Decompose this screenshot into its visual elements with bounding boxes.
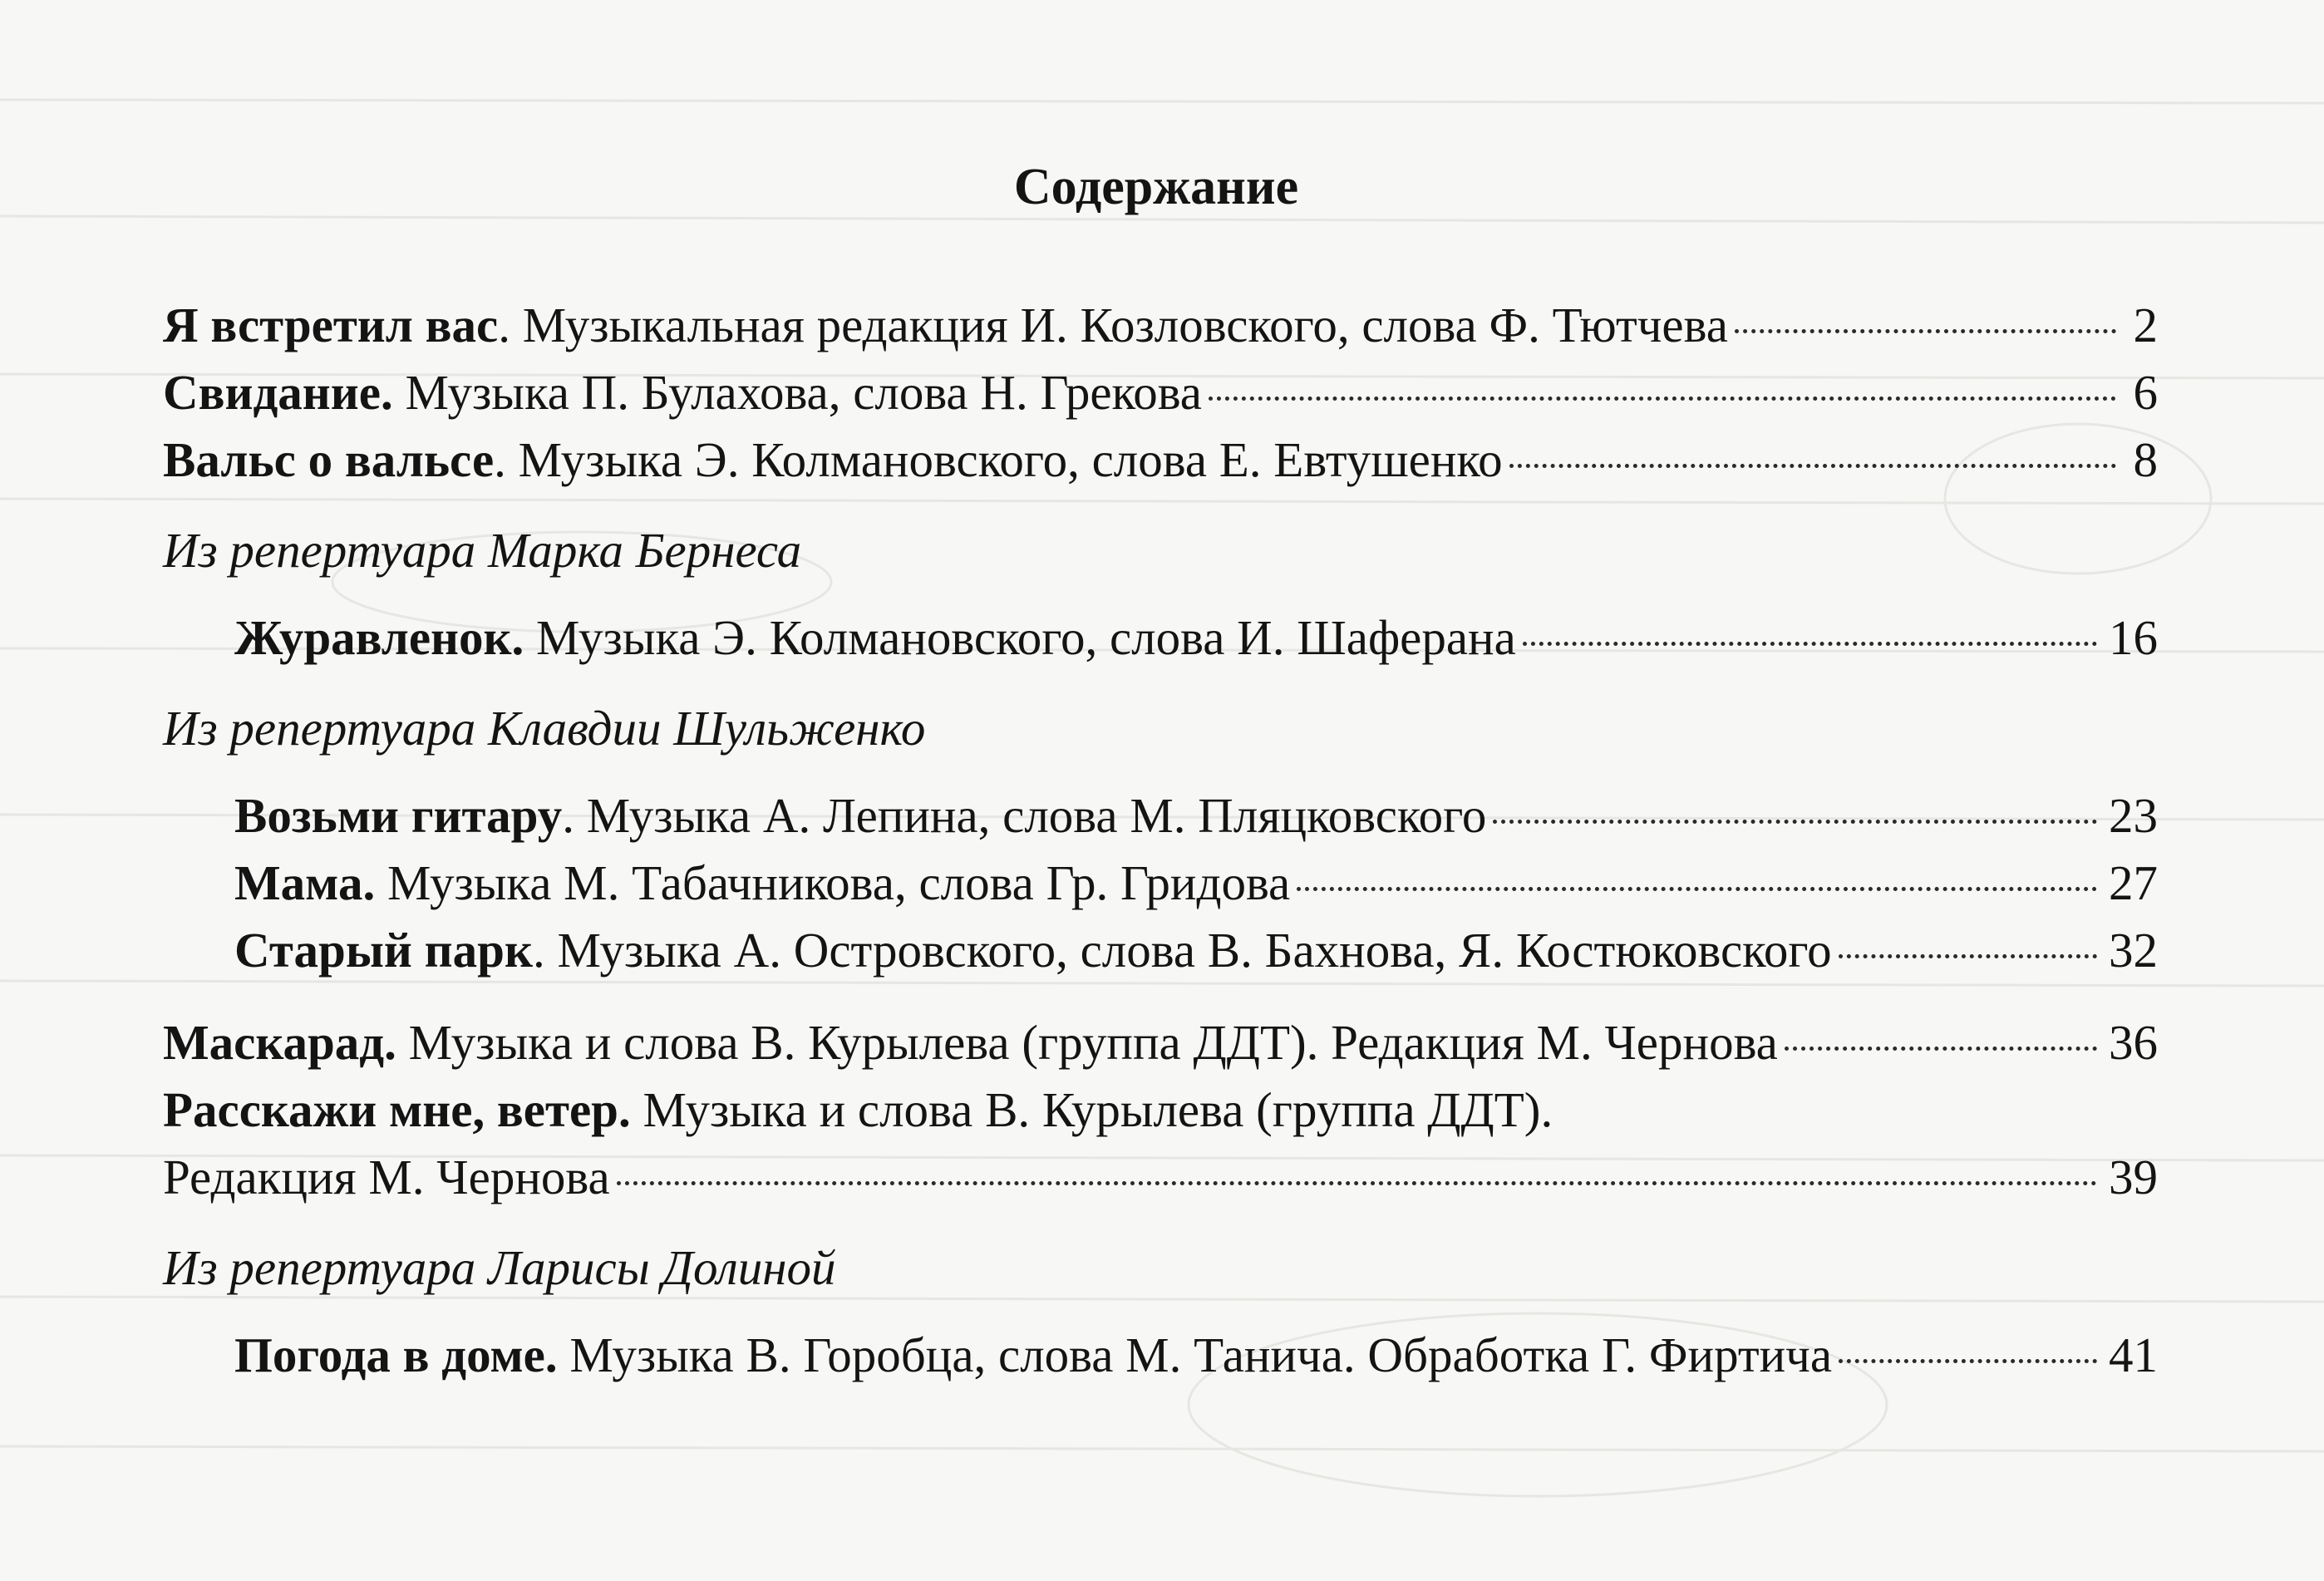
song-title: Возьми гитару: [234, 788, 563, 843]
toc-entry[interactable]: [163, 359, 2158, 426]
toc-entry[interactable]: [163, 917, 2158, 984]
toc-entry-text: [163, 359, 1202, 426]
song-title: Расскажи мне, ветер.: [163, 1082, 631, 1137]
song-credits: . Музыка А. Лепина, слова М. Пляцковского: [562, 788, 1487, 843]
dot-leader: [1509, 464, 2116, 468]
toc-entry[interactable]: [163, 604, 2158, 672]
song-credits: Музыка и слова В. Курылева (группа ДДТ). Редакция М. Чернова: [396, 1015, 1778, 1070]
page-title: Содержание: [1013, 159, 1299, 215]
toc-entry[interactable]: [163, 292, 2158, 359]
song-credits: . Музыка Э. Колмановского, слова Е. Евтушенко: [494, 432, 1503, 487]
song-title: Я встретил вас: [163, 298, 499, 352]
section-heading: Из репертуара Клавдии Шульженко: [163, 701, 926, 756]
toc-entry-text: [234, 604, 1516, 672]
song-credits: Музыка М. Табачникова, слова Гр. Гридова: [375, 855, 1291, 910]
page-number: 32: [2109, 923, 2158, 978]
page-number: 41: [2109, 1327, 2158, 1382]
dot-leader: [1785, 1047, 2097, 1051]
section-heading: Из репертуара Марка Бернеса: [163, 523, 802, 578]
section-heading: Из репертуара Ларисы Долиной: [163, 1240, 836, 1295]
song-credits: Музыка Э. Колмановского, слова И. Шаферана: [524, 610, 1516, 665]
toc-entry[interactable]: [163, 850, 2158, 917]
song-title: Вальс о вальсе: [163, 432, 495, 487]
dot-leader: [1839, 1359, 2097, 1363]
song-credits: Музыка П. Булахова, слова Н. Грекова: [392, 365, 1202, 420]
page-number: 39: [2109, 1150, 2158, 1204]
page-number: 36: [2109, 1015, 2158, 1070]
song-credits: Музыка и слова В. Курылева (группа ДДТ).: [630, 1082, 1553, 1137]
toc-list: [163, 292, 2158, 1389]
toc-entry-text: [163, 1082, 1553, 1137]
spacer: [163, 984, 2158, 1009]
dot-leader: [617, 1181, 2097, 1185]
toc-entry[interactable]: [163, 1322, 2158, 1389]
toc-entry-first-line[interactable]: [163, 1076, 2158, 1144]
page-number: 8: [2133, 432, 2158, 487]
toc-entry-text: [234, 850, 1290, 917]
toc-entry-text: [163, 426, 1503, 494]
dot-leader: [1839, 954, 2097, 958]
dot-leader: [1735, 329, 2116, 333]
dot-leader: [1493, 820, 2097, 824]
toc-entry[interactable]: [163, 426, 2158, 494]
dot-leader: [1297, 887, 2097, 891]
toc-entry[interactable]: [163, 1009, 2158, 1076]
song-credits-continuation: Редакция М. Чернова: [163, 1150, 610, 1204]
song-credits: . Музыкальная редакция И. Козловского, слова Ф. Тютчева: [498, 298, 1728, 352]
toc-entry[interactable]: [163, 782, 2158, 850]
toc-entry-text: [234, 1322, 1832, 1389]
page-number: 27: [2109, 855, 2158, 910]
page-number: 6: [2133, 365, 2158, 420]
toc-entry-text: [163, 1009, 1778, 1076]
song-title: Погода в доме.: [234, 1327, 558, 1382]
dot-leader: [1209, 396, 2116, 401]
page-number: 16: [2109, 610, 2158, 665]
song-title: Маскарад.: [163, 1015, 396, 1070]
toc-entry-text: [234, 782, 1486, 850]
page-number: 2: [2133, 298, 2158, 352]
song-credits: . Музыка А. Островского, слова В. Бахнова, Я. Костюковского: [532, 923, 1832, 978]
toc-entry-text: [234, 917, 1832, 984]
song-title: Старый парк: [234, 923, 533, 978]
song-title: Мама.: [234, 855, 376, 910]
song-title: Журавленок.: [234, 610, 524, 665]
toc-entry-continuation[interactable]: [163, 1144, 2158, 1211]
song-title: Свидание.: [163, 365, 393, 420]
song-credits: Музыка В. Горобца, слова М. Танича. Обработка Г. Фиртича: [557, 1327, 1833, 1382]
page-number: 23: [2109, 788, 2158, 843]
dot-leader: [1523, 642, 2097, 646]
table-of-contents-page: [163, 158, 2158, 1389]
toc-entry-text: [163, 292, 1728, 359]
